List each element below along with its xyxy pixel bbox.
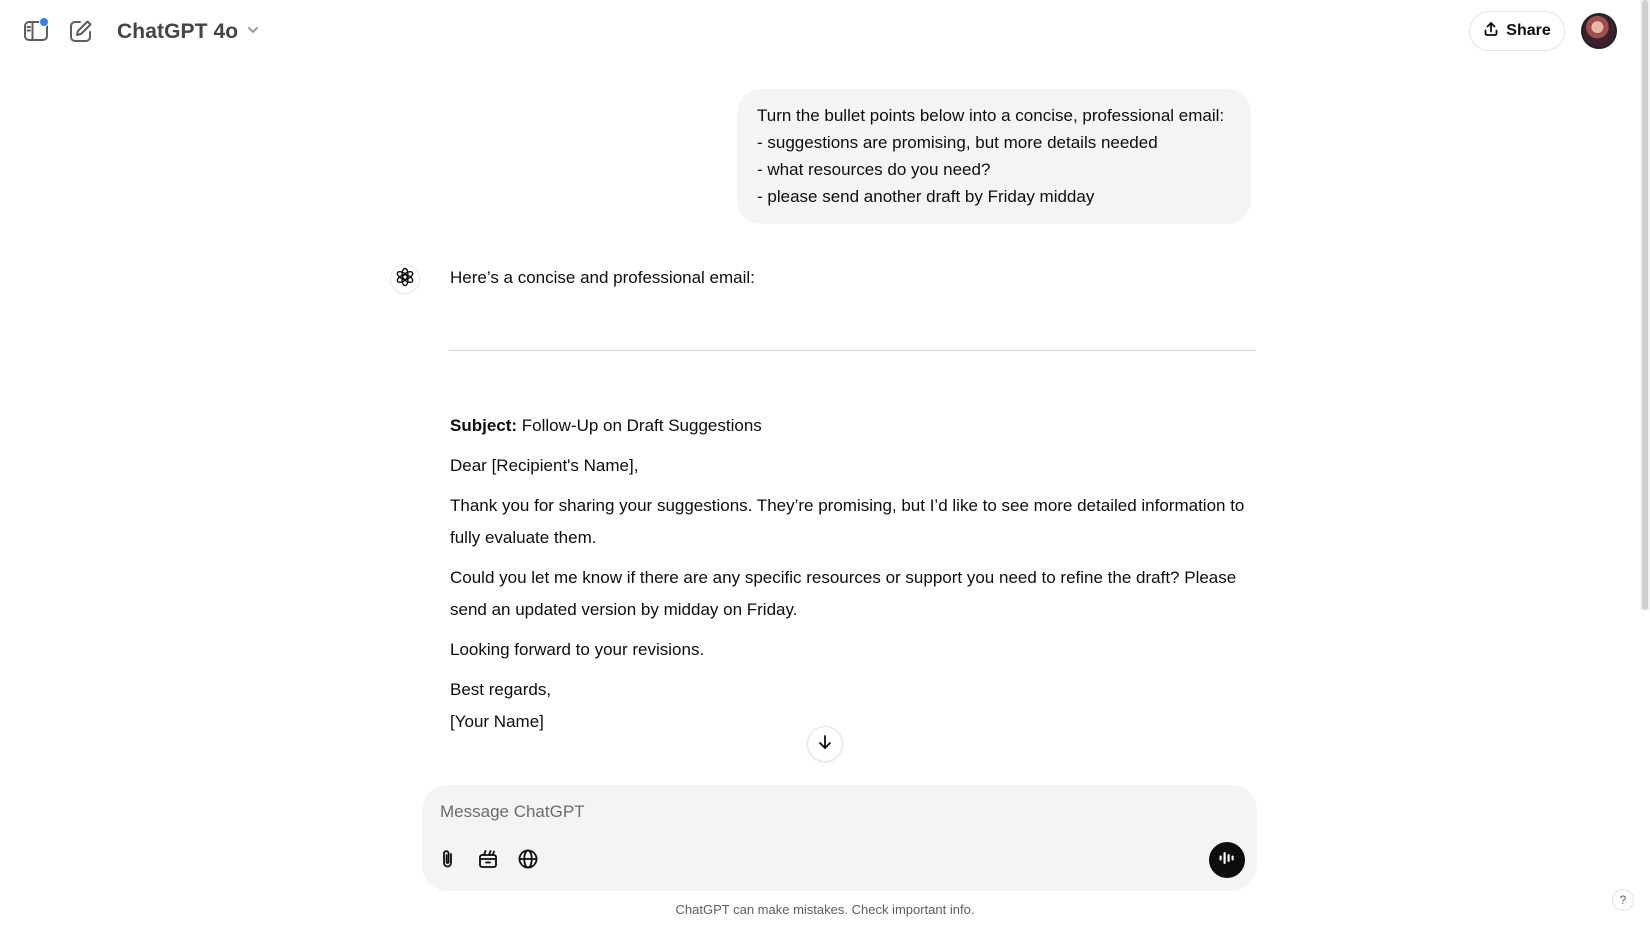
user-message-line: - suggestions are promising, but more details needed [757,133,1158,152]
assistant-intro: Here’s a concise and professional email: [450,268,755,287]
openai-logo-icon [394,266,416,293]
model-selector[interactable] [108,14,268,50]
signature-text: [Your Name] [450,712,544,731]
sidebar-toggle-button[interactable] [18,13,54,49]
email-draft [450,410,1260,738]
email-greeting: Dear [Recipient's Name], [450,456,639,475]
email-subject [450,410,1260,442]
email-paragraph: Could you let me know if there are any specific resources or support you need to refine the draft? Please send an updated version by midday on Friday. [450,568,1237,619]
voice-waveform-icon [1217,848,1237,873]
voice-mode-button[interactable] [1209,842,1245,878]
paperclip-icon [437,848,459,875]
notification-dot [39,17,49,27]
user-message-line: Turn the bullet points below into a concise, professional email: [757,106,1225,125]
user-message-bubble [737,89,1251,224]
message-input[interactable] [438,795,1142,829]
share-label: Share [1506,22,1551,39]
scrollbar[interactable] [1640,0,1650,610]
toolbox-icon [477,848,499,875]
email-paragraph: Thank you for sharing your suggestions. They’re promising, but I’d like to see more detailed information to fully evaluate them. [450,496,1245,547]
arrow-down-icon [816,733,834,756]
divider [449,350,1256,351]
signoff-text: Best regards, [450,680,552,699]
scrollbar-thumb[interactable] [1642,0,1648,610]
new-chat-icon [68,18,94,44]
new-chat-button[interactable] [63,13,99,49]
share-icon [1483,21,1499,42]
scroll-to-bottom-button[interactable] [807,726,843,762]
tools-button[interactable] [472,845,504,877]
email-signoff [450,674,1260,738]
user-avatar[interactable] [1581,13,1617,49]
disclaimer: ChatGPT can make mistakes. Check important info. [675,902,975,917]
share-button[interactable] [1469,11,1565,51]
user-message-line: - what resources do you need? [757,160,991,179]
globe-icon [517,848,539,875]
model-name: ChatGPT 4o [117,20,239,43]
help-button[interactable]: ? [1612,889,1634,911]
user-message-line: - please send another draft by Friday midday [757,187,1095,206]
attach-button[interactable] [432,845,464,877]
chevron-down-icon [246,23,260,42]
subject-text: Follow-Up on Draft Suggestions [517,416,762,435]
assistant-avatar [390,264,420,294]
subject-label: Subject: [450,416,518,435]
email-closing: Looking forward to your revisions. [450,640,705,659]
web-search-button[interactable] [512,845,544,877]
message-composer [422,785,1257,891]
